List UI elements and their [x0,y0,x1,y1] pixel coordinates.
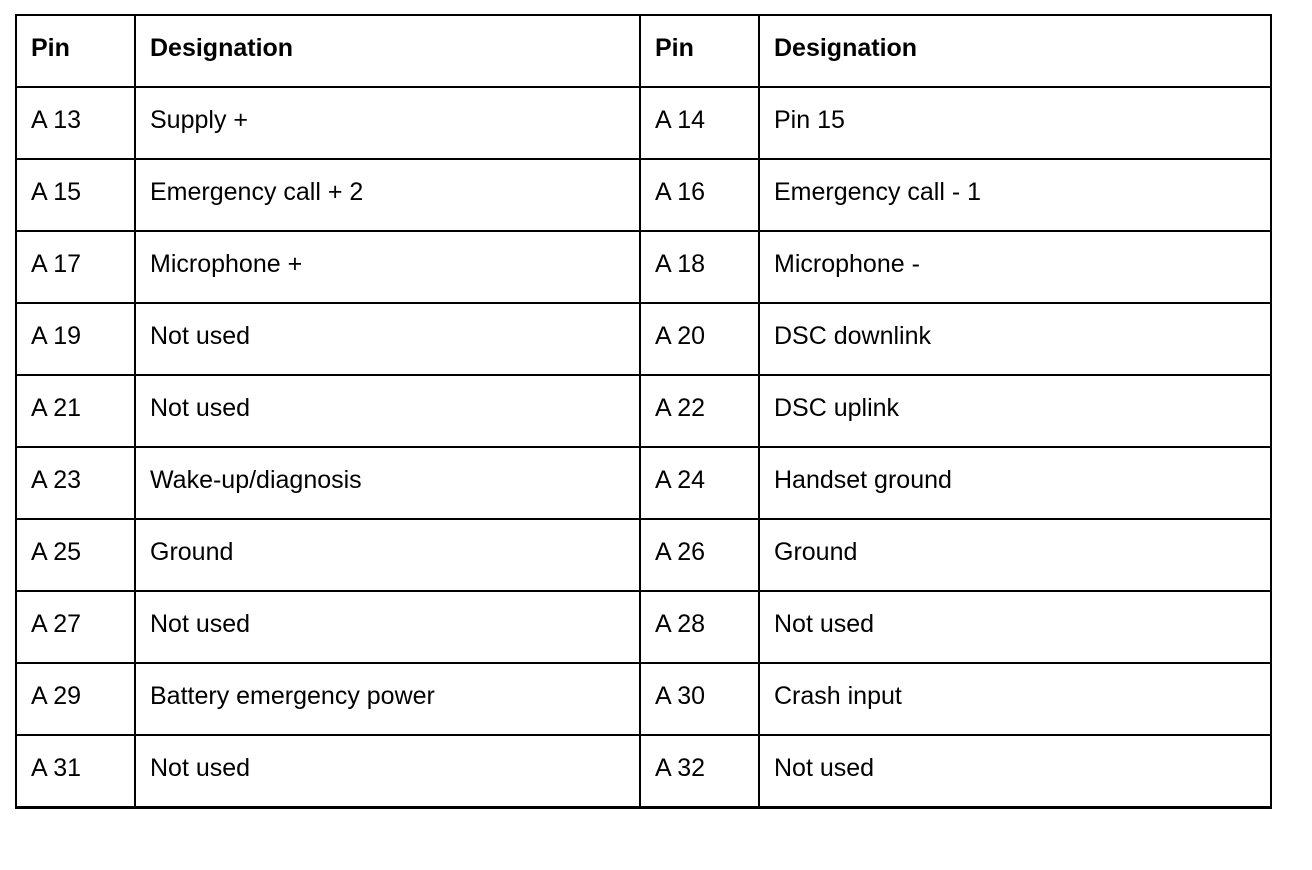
pin-cell: A 16 [640,159,759,231]
header-pin-left: Pin [16,15,135,87]
designation-cell: Wake-up/diagnosis [135,447,640,519]
pin-assignment-table [15,14,1272,809]
pin-cell: A 29 [16,663,135,735]
designation-cell: Emergency call + 2 [135,159,640,231]
table-row [16,231,1271,303]
table-row [16,735,1271,807]
pin-cell: A 18 [640,231,759,303]
table-row [16,375,1271,447]
pin-cell: A 22 [640,375,759,447]
table-row [16,447,1271,519]
pin-cell: A 31 [16,735,135,807]
pin-cell: A 25 [16,519,135,591]
designation-cell: Pin 15 [759,87,1271,159]
table-row [16,87,1271,159]
designation-cell: Not used [759,591,1271,663]
designation-cell: DSC downlink [759,303,1271,375]
header-pin-right: Pin [640,15,759,87]
pin-cell: A 15 [16,159,135,231]
table-row [16,663,1271,735]
pin-cell: A 21 [16,375,135,447]
pin-cell: A 20 [640,303,759,375]
pin-cell: A 32 [640,735,759,807]
designation-cell: Not used [135,303,640,375]
pin-cell: A 14 [640,87,759,159]
designation-cell: Ground [135,519,640,591]
table-row [16,591,1271,663]
header-designation-right: Designation [759,15,1271,87]
designation-cell: Not used [759,735,1271,807]
designation-cell: DSC uplink [759,375,1271,447]
header-designation-left: Designation [135,15,640,87]
table-row [16,519,1271,591]
designation-cell: Handset ground [759,447,1271,519]
table-row [16,303,1271,375]
designation-cell: Battery emergency power [135,663,640,735]
pin-cell: A 19 [16,303,135,375]
pin-cell: A 24 [640,447,759,519]
pin-cell: A 28 [640,591,759,663]
pin-cell: A 17 [16,231,135,303]
pin-cell: A 30 [640,663,759,735]
table-row [16,159,1271,231]
designation-cell: Microphone - [759,231,1271,303]
pin-cell: A 23 [16,447,135,519]
designation-cell: Not used [135,591,640,663]
designation-cell: Supply + [135,87,640,159]
designation-cell: Ground [759,519,1271,591]
table-header-row [16,15,1271,87]
pin-cell: A 26 [640,519,759,591]
designation-cell: Crash input [759,663,1271,735]
designation-cell: Not used [135,375,640,447]
designation-cell: Not used [135,735,640,807]
pin-cell: A 13 [16,87,135,159]
pin-cell: A 27 [16,591,135,663]
designation-cell: Emergency call - 1 [759,159,1271,231]
designation-cell: Microphone + [135,231,640,303]
